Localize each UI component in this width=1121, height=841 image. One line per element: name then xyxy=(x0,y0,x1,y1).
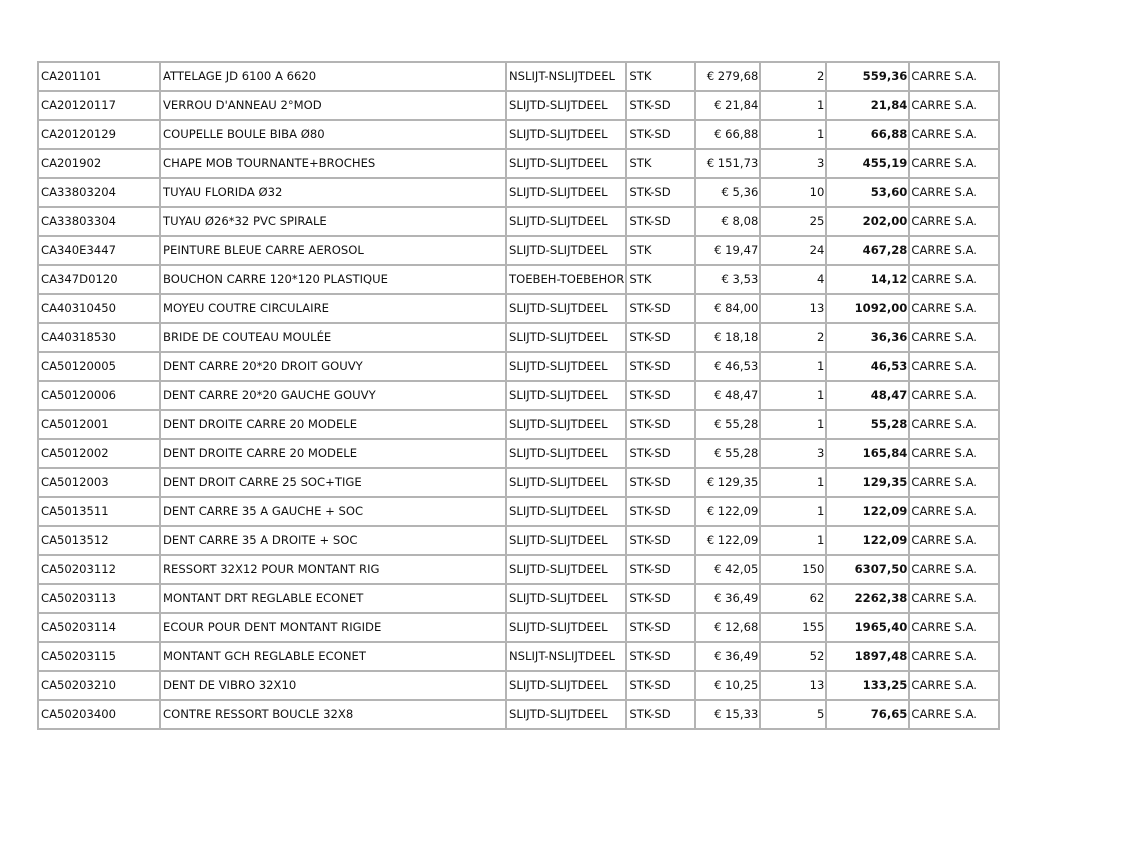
category-cell: SLIJTD-SLIJTDEEL xyxy=(506,555,626,584)
unit-cell: STK-SD xyxy=(626,526,695,555)
unit-cell: STK-SD xyxy=(626,323,695,352)
category-cell: SLIJTD-SLIJTDEEL xyxy=(506,120,626,149)
unit-cell: STK-SD xyxy=(626,120,695,149)
quantity-cell: 10 xyxy=(760,178,826,207)
item-code-cell: CA5013512 xyxy=(38,526,160,555)
description-cell: TUYAU FLORIDA Ø32 xyxy=(160,178,506,207)
table-row xyxy=(38,410,999,439)
item-code-cell: CA201902 xyxy=(38,149,160,178)
supplier-cell: CARRE S.A. xyxy=(909,584,999,613)
line-total-cell: 122,09 xyxy=(826,526,909,555)
description-cell: DENT CARRE 35 A GAUCHE + SOC xyxy=(160,497,506,526)
unit-price-cell: € 8,08 xyxy=(695,207,760,236)
description-cell: DENT CARRE 20*20 DROIT GOUVY xyxy=(160,352,506,381)
line-total-cell: 165,84 xyxy=(826,439,909,468)
unit-price-cell: € 15,33 xyxy=(695,700,760,729)
quantity-cell: 13 xyxy=(760,294,826,323)
item-code-cell: CA50120005 xyxy=(38,352,160,381)
unit-price-cell: € 36,49 xyxy=(695,642,760,671)
unit-price-cell: € 36,49 xyxy=(695,584,760,613)
quantity-cell: 1 xyxy=(760,468,826,497)
category-cell: SLIJTD-SLIJTDEEL xyxy=(506,671,626,700)
table-row xyxy=(38,381,999,410)
category-cell: SLIJTD-SLIJTDEEL xyxy=(506,207,626,236)
quantity-cell: 1 xyxy=(760,91,826,120)
unit-price-cell: € 5,36 xyxy=(695,178,760,207)
supplier-cell: CARRE S.A. xyxy=(909,294,999,323)
unit-price-cell: € 3,53 xyxy=(695,265,760,294)
supplier-cell: CARRE S.A. xyxy=(909,265,999,294)
quantity-cell: 13 xyxy=(760,671,826,700)
category-cell: SLIJTD-SLIJTDEEL xyxy=(506,700,626,729)
table-row xyxy=(38,584,999,613)
item-code-cell: CA347D0120 xyxy=(38,265,160,294)
quantity-cell: 62 xyxy=(760,584,826,613)
category-cell: SLIJTD-SLIJTDEEL xyxy=(506,439,626,468)
unit-cell: STK-SD xyxy=(626,671,695,700)
parts-table-body xyxy=(38,62,999,729)
unit-price-cell: € 10,25 xyxy=(695,671,760,700)
unit-price-cell: € 18,18 xyxy=(695,323,760,352)
item-code-cell: CA201101 xyxy=(38,62,160,91)
item-code-cell: CA50120006 xyxy=(38,381,160,410)
unit-cell: STK-SD xyxy=(626,91,695,120)
category-cell: SLIJTD-SLIJTDEEL xyxy=(506,468,626,497)
description-cell: MONTANT GCH REGLABLE ECONET xyxy=(160,642,506,671)
table-row xyxy=(38,642,999,671)
unit-cell: STK xyxy=(626,236,695,265)
description-cell: DENT DROITE CARRE 20 MODELE xyxy=(160,410,506,439)
line-total-cell: 14,12 xyxy=(826,265,909,294)
unit-price-cell: € 55,28 xyxy=(695,439,760,468)
item-code-cell: CA50203113 xyxy=(38,584,160,613)
unit-cell: STK-SD xyxy=(626,410,695,439)
description-cell: DENT CARRE 20*20 GAUCHE GOUVY xyxy=(160,381,506,410)
unit-cell: STK-SD xyxy=(626,439,695,468)
category-cell: SLIJTD-SLIJTDEEL xyxy=(506,294,626,323)
item-code-cell: CA5012003 xyxy=(38,468,160,497)
quantity-cell: 3 xyxy=(760,149,826,178)
quantity-cell: 2 xyxy=(760,323,826,352)
unit-price-cell: € 55,28 xyxy=(695,410,760,439)
unit-price-cell: € 66,88 xyxy=(695,120,760,149)
line-total-cell: 455,19 xyxy=(826,149,909,178)
description-cell: MONTANT DRT REGLABLE ECONET xyxy=(160,584,506,613)
unit-price-cell: € 42,05 xyxy=(695,555,760,584)
category-cell: SLIJTD-SLIJTDEEL xyxy=(506,526,626,555)
supplier-cell: CARRE S.A. xyxy=(909,468,999,497)
unit-price-cell: € 12,68 xyxy=(695,613,760,642)
item-code-cell: CA40318530 xyxy=(38,323,160,352)
table-row xyxy=(38,468,999,497)
unit-cell: STK-SD xyxy=(626,178,695,207)
item-code-cell: CA33803304 xyxy=(38,207,160,236)
category-cell: SLIJTD-SLIJTDEEL xyxy=(506,410,626,439)
table-row xyxy=(38,62,999,91)
description-cell: PEINTURE BLEUE CARRE AEROSOL xyxy=(160,236,506,265)
unit-price-cell: € 84,00 xyxy=(695,294,760,323)
item-code-cell: CA50203112 xyxy=(38,555,160,584)
description-cell: COUPELLE BOULE BIBA Ø80 xyxy=(160,120,506,149)
unit-price-cell: € 48,47 xyxy=(695,381,760,410)
unit-cell: STK xyxy=(626,149,695,178)
description-cell: VERROU D'ANNEAU 2°MOD xyxy=(160,91,506,120)
quantity-cell: 1 xyxy=(760,526,826,555)
quantity-cell: 1 xyxy=(760,410,826,439)
item-code-cell: CA50203115 xyxy=(38,642,160,671)
description-cell: BOUCHON CARRE 120*120 PLASTIQUE xyxy=(160,265,506,294)
quantity-cell: 5 xyxy=(760,700,826,729)
line-total-cell: 2262,38 xyxy=(826,584,909,613)
table-row xyxy=(38,497,999,526)
category-cell: SLIJTD-SLIJTDEEL xyxy=(506,149,626,178)
quantity-cell: 1 xyxy=(760,497,826,526)
supplier-cell: CARRE S.A. xyxy=(909,642,999,671)
quantity-cell: 1 xyxy=(760,352,826,381)
description-cell: ATTELAGE JD 6100 A 6620 xyxy=(160,62,506,91)
description-cell: DENT CARRE 35 A DROITE + SOC xyxy=(160,526,506,555)
table-row xyxy=(38,352,999,381)
category-cell: SLIJTD-SLIJTDEEL xyxy=(506,178,626,207)
unit-cell: STK-SD xyxy=(626,700,695,729)
supplier-cell: CARRE S.A. xyxy=(909,555,999,584)
category-cell: NSLIJT-NSLIJTDEEL xyxy=(506,642,626,671)
supplier-cell: CARRE S.A. xyxy=(909,352,999,381)
line-total-cell: 36,36 xyxy=(826,323,909,352)
description-cell: RESSORT 32X12 POUR MONTANT RIG xyxy=(160,555,506,584)
category-cell: SLIJTD-SLIJTDEEL xyxy=(506,613,626,642)
item-code-cell: CA40310450 xyxy=(38,294,160,323)
unit-cell: STK-SD xyxy=(626,294,695,323)
unit-price-cell: € 19,47 xyxy=(695,236,760,265)
item-code-cell: CA50203400 xyxy=(38,700,160,729)
line-total-cell: 133,25 xyxy=(826,671,909,700)
unit-cell: STK-SD xyxy=(626,584,695,613)
supplier-cell: CARRE S.A. xyxy=(909,497,999,526)
item-code-cell: CA33803204 xyxy=(38,178,160,207)
supplier-cell: CARRE S.A. xyxy=(909,149,999,178)
unit-cell: STK xyxy=(626,265,695,294)
description-cell: DENT DROITE CARRE 20 MODELE xyxy=(160,439,506,468)
category-cell: SLIJTD-SLIJTDEEL xyxy=(506,236,626,265)
quantity-cell: 155 xyxy=(760,613,826,642)
quantity-cell: 52 xyxy=(760,642,826,671)
table-row xyxy=(38,439,999,468)
line-total-cell: 21,84 xyxy=(826,91,909,120)
table-row xyxy=(38,323,999,352)
line-total-cell: 48,47 xyxy=(826,381,909,410)
quantity-cell: 1 xyxy=(760,120,826,149)
supplier-cell: CARRE S.A. xyxy=(909,207,999,236)
category-cell: SLIJTD-SLIJTDEEL xyxy=(506,381,626,410)
unit-price-cell: € 122,09 xyxy=(695,526,760,555)
supplier-cell: CARRE S.A. xyxy=(909,178,999,207)
table-row xyxy=(38,149,999,178)
supplier-cell: CARRE S.A. xyxy=(909,526,999,555)
table-row xyxy=(38,265,999,294)
table-row xyxy=(38,700,999,729)
supplier-cell: CARRE S.A. xyxy=(909,323,999,352)
category-cell: SLIJTD-SLIJTDEEL xyxy=(506,91,626,120)
unit-cell: STK-SD xyxy=(626,468,695,497)
unit-cell: STK-SD xyxy=(626,613,695,642)
unit-price-cell: € 122,09 xyxy=(695,497,760,526)
unit-cell: STK-SD xyxy=(626,352,695,381)
supplier-cell: CARRE S.A. xyxy=(909,613,999,642)
supplier-cell: CARRE S.A. xyxy=(909,700,999,729)
category-cell: SLIJTD-SLIJTDEEL xyxy=(506,497,626,526)
category-cell: NSLIJT-NSLIJTDEEL xyxy=(506,62,626,91)
line-total-cell: 1897,48 xyxy=(826,642,909,671)
table-row xyxy=(38,671,999,700)
item-code-cell: CA5012002 xyxy=(38,439,160,468)
unit-cell: STK-SD xyxy=(626,555,695,584)
unit-price-cell: € 151,73 xyxy=(695,149,760,178)
unit-cell: STK-SD xyxy=(626,642,695,671)
unit-price-cell: € 46,53 xyxy=(695,352,760,381)
description-cell: ECOUR POUR DENT MONTANT RIGIDE xyxy=(160,613,506,642)
quantity-cell: 4 xyxy=(760,265,826,294)
unit-price-cell: € 279,68 xyxy=(695,62,760,91)
table-row xyxy=(38,555,999,584)
table-row xyxy=(38,613,999,642)
line-total-cell: 66,88 xyxy=(826,120,909,149)
supplier-cell: CARRE S.A. xyxy=(909,91,999,120)
table-row xyxy=(38,120,999,149)
item-code-cell: CA5013511 xyxy=(38,497,160,526)
unit-cell: STK-SD xyxy=(626,497,695,526)
quantity-cell: 1 xyxy=(760,381,826,410)
table-row xyxy=(38,526,999,555)
quantity-cell: 25 xyxy=(760,207,826,236)
line-total-cell: 6307,50 xyxy=(826,555,909,584)
line-total-cell: 559,36 xyxy=(826,62,909,91)
item-code-cell: CA5012001 xyxy=(38,410,160,439)
description-cell: MOYEU COUTRE CIRCULAIRE xyxy=(160,294,506,323)
category-cell: SLIJTD-SLIJTDEEL xyxy=(506,352,626,381)
line-total-cell: 467,28 xyxy=(826,236,909,265)
line-total-cell: 1965,40 xyxy=(826,613,909,642)
category-cell: SLIJTD-SLIJTDEEL xyxy=(506,584,626,613)
supplier-cell: CARRE S.A. xyxy=(909,62,999,91)
item-code-cell: CA340E3447 xyxy=(38,236,160,265)
line-total-cell: 1092,00 xyxy=(826,294,909,323)
unit-cell: STK-SD xyxy=(626,381,695,410)
supplier-cell: CARRE S.A. xyxy=(909,410,999,439)
supplier-cell: CARRE S.A. xyxy=(909,671,999,700)
description-cell: DENT DROIT CARRE 25 SOC+TIGE xyxy=(160,468,506,497)
description-cell: CONTRE RESSORT BOUCLE 32X8 xyxy=(160,700,506,729)
table-row xyxy=(38,207,999,236)
item-code-cell: CA50203210 xyxy=(38,671,160,700)
supplier-cell: CARRE S.A. xyxy=(909,439,999,468)
table-row xyxy=(38,236,999,265)
line-total-cell: 76,65 xyxy=(826,700,909,729)
description-cell: DENT DE VIBRO 32X10 xyxy=(160,671,506,700)
line-total-cell: 53,60 xyxy=(826,178,909,207)
description-cell: CHAPE MOB TOURNANTE+BROCHES xyxy=(160,149,506,178)
item-code-cell: CA50203114 xyxy=(38,613,160,642)
line-total-cell: 55,28 xyxy=(826,410,909,439)
line-total-cell: 122,09 xyxy=(826,497,909,526)
category-cell: SLIJTD-SLIJTDEEL xyxy=(506,323,626,352)
parts-table xyxy=(37,61,1000,730)
unit-cell: STK-SD xyxy=(626,207,695,236)
quantity-cell: 3 xyxy=(760,439,826,468)
line-total-cell: 46,53 xyxy=(826,352,909,381)
item-code-cell: CA20120129 xyxy=(38,120,160,149)
unit-cell: STK xyxy=(626,62,695,91)
line-total-cell: 129,35 xyxy=(826,468,909,497)
category-cell: TOEBEH-TOEBEHOR xyxy=(506,265,626,294)
supplier-cell: CARRE S.A. xyxy=(909,381,999,410)
unit-price-cell: € 129,35 xyxy=(695,468,760,497)
quantity-cell: 150 xyxy=(760,555,826,584)
supplier-cell: CARRE S.A. xyxy=(909,120,999,149)
quantity-cell: 2 xyxy=(760,62,826,91)
quantity-cell: 24 xyxy=(760,236,826,265)
item-code-cell: CA20120117 xyxy=(38,91,160,120)
table-row xyxy=(38,91,999,120)
supplier-cell: CARRE S.A. xyxy=(909,236,999,265)
description-cell: BRIDE DE COUTEAU MOULÉE xyxy=(160,323,506,352)
table-row xyxy=(38,294,999,323)
table-row xyxy=(38,178,999,207)
description-cell: TUYAU Ø26*32 PVC SPIRALE xyxy=(160,207,506,236)
unit-price-cell: € 21,84 xyxy=(695,91,760,120)
line-total-cell: 202,00 xyxy=(826,207,909,236)
